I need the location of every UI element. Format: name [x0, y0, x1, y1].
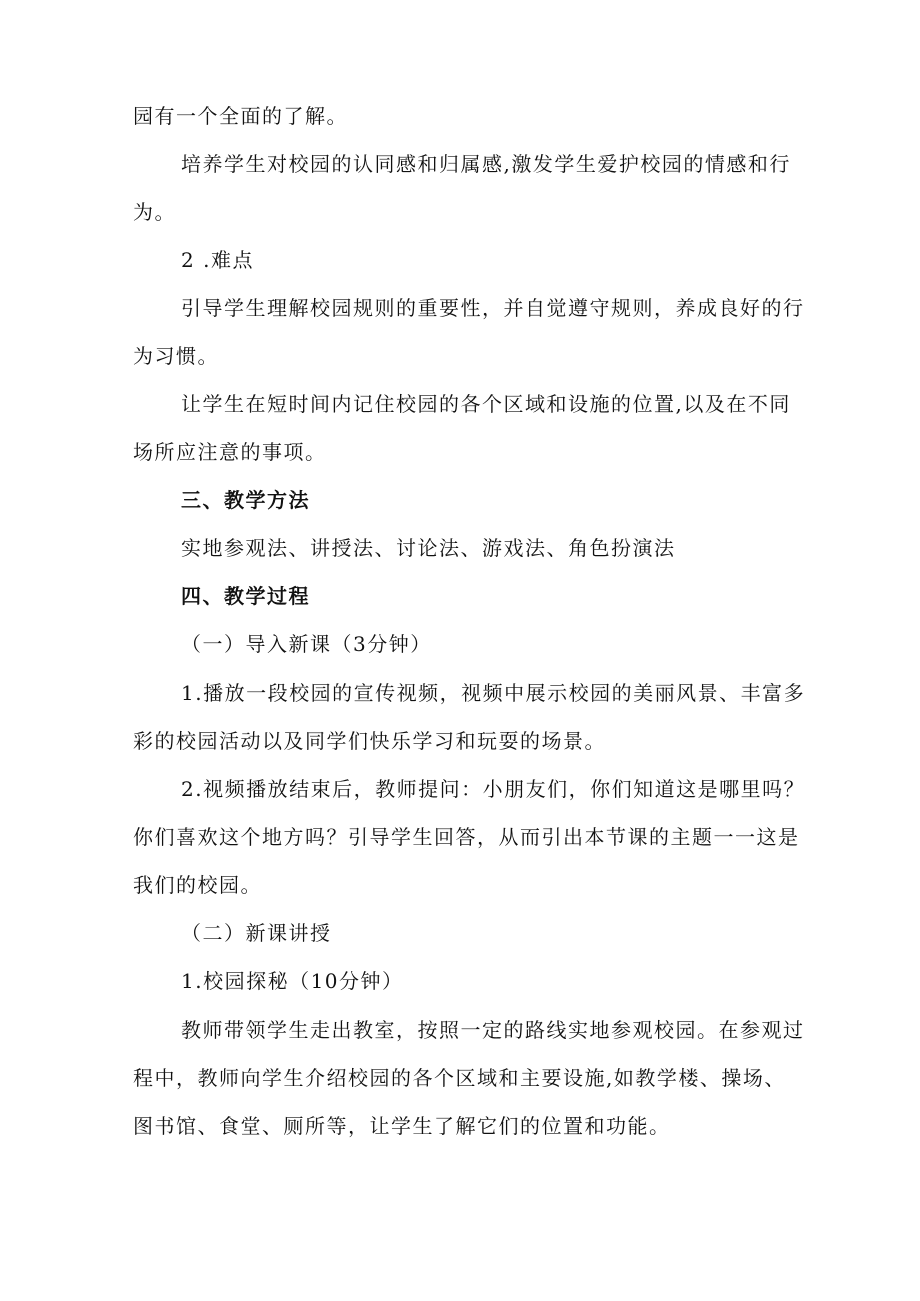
paragraph-line: 让学生在短时间内记住校园的各个区域和设施的位置,以及在不同 [181, 392, 791, 416]
section-heading: 三、教学方法 [181, 488, 310, 512]
subsection-heading: 1.校园探秘（10分钟） [181, 969, 404, 993]
paragraph-line: 引导学生理解校园规则的重要性，并自觉遵守规则，养成良好的行 [181, 296, 805, 320]
paragraph-line: 场所应注意的事项。 [133, 440, 327, 464]
paragraph-line: 园有一个全面的了解。 [133, 104, 348, 128]
section-heading: 2 .难点 [181, 248, 254, 272]
section-heading: 四、教学过程 [181, 584, 310, 608]
subsection-heading: （二）新课讲授 [181, 921, 332, 945]
paragraph-line: 培养学生对校园的认同感和归属感,激发学生爱护校园的情感和行 [181, 152, 791, 176]
paragraph-line: 教师带领学生走出教室，按照一定的路线实地参观校园。在参观过 [181, 1018, 805, 1042]
paragraph-line: 你们喜欢这个地方吗？引导学生回答，从而引出本节课的主题一一这是 [133, 825, 800, 849]
paragraph-line: 图书馆、食堂、厕所等，让学生了解它们的位置和功能。 [133, 1114, 671, 1138]
paragraph-line: 为习惯。 [133, 344, 219, 368]
paragraph-line: 1.播放一段校园的宣传视频，视频中展示校园的美丽风景、丰富多 [181, 681, 806, 705]
paragraph-line: 实地参观法、讲授法、讨论法、游戏法、角色扮演法 [181, 536, 676, 560]
subsection-heading: （一）导入新课（3分钟） [181, 632, 432, 656]
paragraph-line: 我们的校园。 [133, 873, 262, 897]
paragraph-line: 程中，教师向学生介绍校园的各个区域和主要设施,如教学楼、操场、 [133, 1066, 786, 1090]
paragraph-line: 为。 [133, 200, 176, 224]
paragraph-line: 2.视频播放结束后，教师提问：小朋友们，你们知道这是哪里吗？ [181, 777, 806, 801]
paragraph-line: 彩的校园活动以及同学们快乐学习和玩耍的场景。 [133, 729, 606, 753]
